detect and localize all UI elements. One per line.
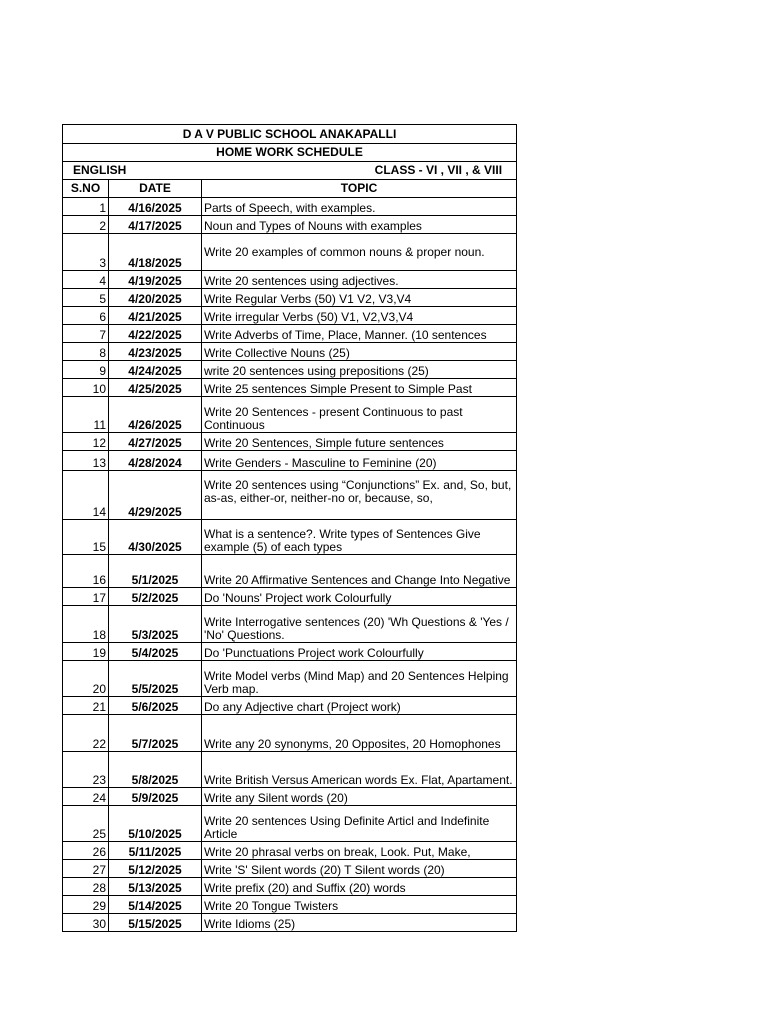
table-row (63, 307, 517, 325)
row-date: 5/6/2025 (109, 697, 202, 715)
row-number: 10 (63, 379, 109, 397)
row-number: 30 (63, 914, 109, 932)
school-name: D A V PUBLIC SCHOOL ANAKAPALLI (63, 125, 517, 144)
row-date: 5/11/2025 (109, 842, 202, 860)
row-date: 4/23/2025 (109, 343, 202, 361)
row-topic: Write Collective Nouns (25) (202, 343, 517, 361)
row-number: 1 (63, 198, 109, 216)
row-topic: Write Idioms (25) (202, 914, 517, 932)
table-row (63, 343, 517, 361)
row-date: 5/1/2025 (109, 555, 202, 588)
row-number: 25 (63, 806, 109, 842)
row-date: 4/26/2025 (109, 397, 202, 433)
row-date: 5/5/2025 (109, 661, 202, 697)
row-number: 20 (63, 661, 109, 697)
row-topic: Write prefix (20) and Suffix (20) words (202, 878, 517, 896)
table-row (63, 896, 517, 914)
row-number: 18 (63, 606, 109, 643)
row-topic: write 20 sentences using prepositions (25) (202, 361, 517, 379)
row-date: 5/13/2025 (109, 878, 202, 896)
row-date: 5/14/2025 (109, 896, 202, 914)
row-topic: Write 20 Sentences - present Continuous to past Continuous (202, 397, 517, 433)
table-row (63, 234, 517, 271)
table-row (63, 555, 517, 588)
table-row (63, 606, 517, 643)
row-topic: Do 'Nouns' Project work Colourfully (202, 588, 517, 606)
row-number: 29 (63, 896, 109, 914)
homework-schedule-table (62, 124, 517, 932)
row-topic: Write Interrogative sentences (20) 'Wh Questions & 'Yes / 'No' Questions. (202, 606, 517, 643)
table-row (63, 325, 517, 343)
row-number: 5 (63, 289, 109, 307)
row-date: 5/4/2025 (109, 643, 202, 661)
row-number: 4 (63, 271, 109, 289)
row-topic: Do any Adjective chart (Project work) (202, 697, 517, 715)
table-row (63, 842, 517, 860)
school-row (63, 125, 517, 144)
table-row (63, 471, 517, 520)
table-row (63, 397, 517, 433)
row-topic: Write 20 Tongue Twisters (202, 896, 517, 914)
sno-header: S.NO (63, 180, 109, 198)
table-row (63, 643, 517, 661)
row-topic: Write 20 sentences using “Conjunctions” Ex. and, So, but, as-as, either-or, neither-no or, because, so, (202, 471, 517, 520)
table-row (63, 788, 517, 806)
row-topic: Write Genders - Masculine to Feminine (20) (202, 451, 517, 471)
row-date: 5/2/2025 (109, 588, 202, 606)
column-header-row (63, 180, 517, 198)
class-label: CLASS - VI , VII , & VIII (202, 162, 517, 180)
table-row (63, 379, 517, 397)
table-row (63, 588, 517, 606)
row-number: 2 (63, 216, 109, 234)
row-topic: Write 20 Sentences, Simple future sentences (202, 433, 517, 451)
row-date: 4/16/2025 (109, 198, 202, 216)
table-row (63, 361, 517, 379)
row-date: 4/18/2025 (109, 234, 202, 271)
table-row (63, 697, 517, 715)
row-date: 4/19/2025 (109, 271, 202, 289)
row-date: 4/24/2025 (109, 361, 202, 379)
row-number: 9 (63, 361, 109, 379)
row-date: 4/27/2025 (109, 433, 202, 451)
row-topic: Write 20 phrasal verbs on break, Look. Put, Make, (202, 842, 517, 860)
row-number: 3 (63, 234, 109, 271)
row-date: 5/15/2025 (109, 914, 202, 932)
row-date: 4/21/2025 (109, 307, 202, 325)
subtitle-row (63, 144, 517, 162)
row-topic: Write any 20 synonyms, 20 Opposites, 20 Homophones (202, 715, 517, 752)
topic-header: TOPIC (202, 180, 517, 198)
row-topic: Write irregular Verbs (50) V1, V2,V3,V4 (202, 307, 517, 325)
table-row (63, 433, 517, 451)
row-number: 27 (63, 860, 109, 878)
table-row (63, 520, 517, 555)
row-date: 5/3/2025 (109, 606, 202, 643)
row-date: 4/25/2025 (109, 379, 202, 397)
row-number: 26 (63, 842, 109, 860)
subject-row (63, 162, 517, 180)
row-date: 4/20/2025 (109, 289, 202, 307)
row-number: 14 (63, 471, 109, 520)
row-date: 5/8/2025 (109, 752, 202, 788)
schedule-title: HOME WORK SCHEDULE (63, 144, 517, 162)
row-date: 5/12/2025 (109, 860, 202, 878)
row-topic: Write 20 Affirmative Sentences and Change Into Negative (202, 555, 517, 588)
row-topic: Write 'S' Silent words (20) T Silent words (20) (202, 860, 517, 878)
row-topic: Parts of Speech, with examples. (202, 198, 517, 216)
row-topic: Write Regular Verbs (50) V1 V2, V3,V4 (202, 289, 517, 307)
row-topic: Write any Silent words (20) (202, 788, 517, 806)
table-row (63, 715, 517, 752)
row-topic: Write 20 sentences using adjectives. (202, 271, 517, 289)
row-topic: Write 20 sentences Using Definite Articl and Indefinite Article (202, 806, 517, 842)
row-number: 16 (63, 555, 109, 588)
row-date: 4/17/2025 (109, 216, 202, 234)
row-date: 4/28/2024 (109, 451, 202, 471)
row-topic: Write Adverbs of Time, Place, Manner. (10 sentences (202, 325, 517, 343)
row-number: 15 (63, 520, 109, 555)
table-row (63, 198, 517, 216)
schedule-body (63, 125, 517, 932)
row-number: 8 (63, 343, 109, 361)
row-number: 13 (63, 451, 109, 471)
table-row (63, 752, 517, 788)
table-row (63, 451, 517, 471)
row-number: 24 (63, 788, 109, 806)
row-topic: Write 25 sentences Simple Present to Simple Past (202, 379, 517, 397)
row-number: 6 (63, 307, 109, 325)
row-number: 7 (63, 325, 109, 343)
row-date: 5/9/2025 (109, 788, 202, 806)
row-topic: Write 20 examples of common nouns & proper noun. (202, 234, 517, 271)
table-row (63, 661, 517, 697)
row-number: 21 (63, 697, 109, 715)
row-number: 23 (63, 752, 109, 788)
row-number: 28 (63, 878, 109, 896)
row-number: 22 (63, 715, 109, 752)
row-number: 11 (63, 397, 109, 433)
date-header: DATE (109, 180, 202, 198)
table-row (63, 914, 517, 932)
row-topic: What is a sentence?. Write types of Sentences Give example (5) of each types (202, 520, 517, 555)
row-topic: Do 'Punctuations Project work Colourfully (202, 643, 517, 661)
row-date: 5/10/2025 (109, 806, 202, 842)
row-topic: Write British Versus American words Ex. Flat, Apartament. (202, 752, 517, 788)
row-topic: Write Model verbs (Mind Map) and 20 Sentences Helping Verb map. (202, 661, 517, 697)
row-number: 19 (63, 643, 109, 661)
row-topic: Noun and Types of Nouns with examples (202, 216, 517, 234)
row-date: 4/22/2025 (109, 325, 202, 343)
table-row (63, 806, 517, 842)
table-row (63, 860, 517, 878)
table-row (63, 878, 517, 896)
row-date: 5/7/2025 (109, 715, 202, 752)
row-date: 4/29/2025 (109, 471, 202, 520)
table-row (63, 216, 517, 234)
table-row (63, 289, 517, 307)
table-row (63, 271, 517, 289)
row-number: 12 (63, 433, 109, 451)
row-number: 17 (63, 588, 109, 606)
subject-label: ENGLISH (63, 162, 202, 180)
row-date: 4/30/2025 (109, 520, 202, 555)
